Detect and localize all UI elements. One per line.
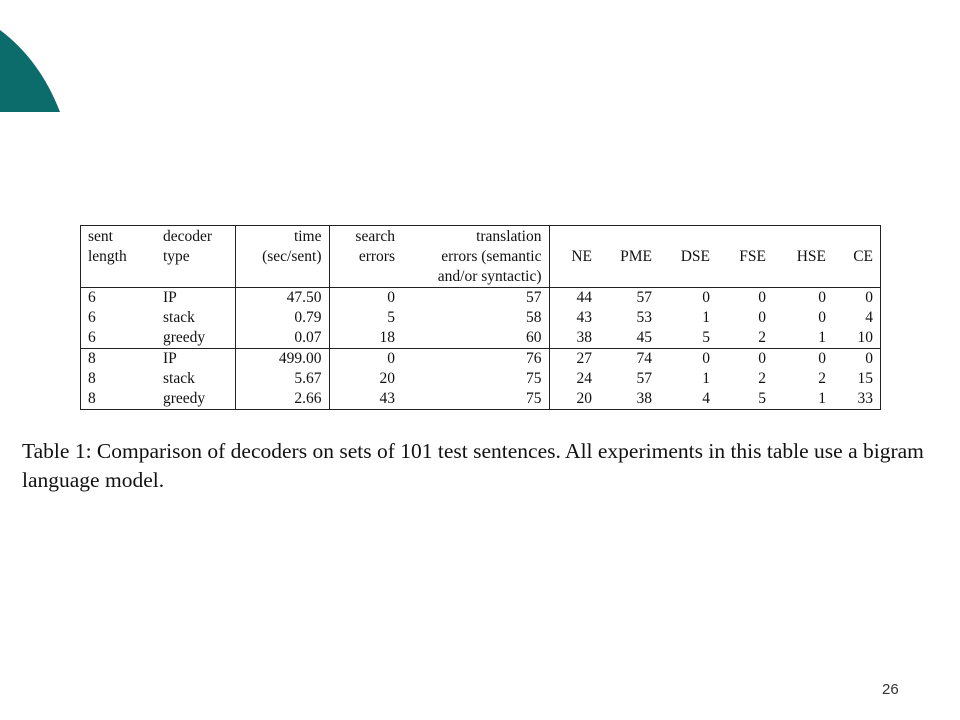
table-row xyxy=(81,328,880,349)
table-header-row xyxy=(81,226,880,288)
cell-time: 0.07 xyxy=(235,328,329,349)
cell-length: 6 xyxy=(88,309,96,326)
cell-time: 2.66 xyxy=(235,389,329,409)
cell-pme: 45 xyxy=(636,329,652,346)
cell-translation: 75 xyxy=(526,370,542,387)
header-sent-length: sent length xyxy=(81,226,156,288)
cell-translation: 60 xyxy=(526,329,542,346)
table-caption: Table 1: Comparison of decoders on sets of 101 test sentences. All experiments in this table use a bigram language model. xyxy=(22,439,924,492)
cell-fse: 0 xyxy=(717,349,773,370)
cell-decoder: greedy xyxy=(163,390,206,407)
cell-search: 0 xyxy=(329,288,402,309)
cell-time: 499.00 xyxy=(235,349,329,370)
cell-time: 0.79 xyxy=(235,308,329,328)
cell-fse: 2 xyxy=(758,329,766,346)
cell-decoder: IP xyxy=(156,349,235,370)
cell-pme: 57 xyxy=(636,289,652,306)
cell-hse: 0 xyxy=(818,309,826,326)
cell-ce: 15 xyxy=(857,370,873,387)
cell-dse: 5 xyxy=(702,329,710,346)
page-number: 26 xyxy=(882,681,899,698)
cell-decoder: stack xyxy=(163,370,195,387)
cell-search: 20 xyxy=(329,369,402,389)
cell-ce: 0 xyxy=(833,349,880,370)
cell-search: 18 xyxy=(329,328,402,349)
cell-decoder: IP xyxy=(163,289,177,306)
cell-ne: 44 xyxy=(549,288,599,309)
cell-search: 0 xyxy=(329,349,402,370)
cell-ne: 43 xyxy=(549,308,599,328)
cell-ne: 38 xyxy=(549,328,599,349)
table-row xyxy=(81,369,880,389)
cell-translation: 75 xyxy=(526,390,542,407)
cell-length: 8 xyxy=(88,370,96,387)
cell-translation: 57 xyxy=(526,289,542,306)
cell-fse: 0 xyxy=(758,289,766,306)
cell-dse: 4 xyxy=(702,390,710,407)
cell-ce: 33 xyxy=(857,390,873,407)
cell-length: 8 xyxy=(88,390,96,407)
header-pme: PME xyxy=(599,226,659,288)
header-translation-errors: translation errors (semantic and/or syntactic) xyxy=(402,226,549,288)
corner-decoration xyxy=(0,0,70,120)
cell-search: 5 xyxy=(329,308,402,328)
cell-ne: 24 xyxy=(549,369,599,389)
cell-dse: 0 xyxy=(659,349,717,370)
cell-hse: 0 xyxy=(818,289,826,306)
table-row xyxy=(81,308,880,328)
results-table-frame xyxy=(80,225,881,410)
cell-hse: 2 xyxy=(818,370,826,387)
header-dse: DSE xyxy=(659,226,717,288)
cell-ne: 27 xyxy=(549,349,599,370)
cell-pme: 57 xyxy=(636,370,652,387)
cell-pme: 38 xyxy=(636,390,652,407)
cell-pme: 53 xyxy=(636,309,652,326)
cell-fse: 2 xyxy=(758,370,766,387)
cell-search: 43 xyxy=(329,389,402,409)
cell-time: 47.50 xyxy=(235,288,329,309)
cell-fse: 5 xyxy=(758,390,766,407)
cell-length: 6 xyxy=(88,329,96,346)
cell-ce: 10 xyxy=(857,329,873,346)
cell-time: 5.67 xyxy=(235,369,329,389)
cell-translation: 76 xyxy=(402,349,549,370)
table-row xyxy=(81,288,880,309)
header-ne: NE xyxy=(549,226,599,288)
header-search-errors: search errors xyxy=(329,226,402,288)
header-fse: FSE xyxy=(717,226,773,288)
cell-decoder: greedy xyxy=(163,329,206,346)
cell-dse: 1 xyxy=(702,370,710,387)
cell-length: 8 xyxy=(81,349,156,370)
header-hse: HSE xyxy=(773,226,833,288)
header-decoder-type: decoder type xyxy=(156,226,235,288)
table-row xyxy=(81,389,880,409)
cell-hse: 1 xyxy=(818,390,826,407)
results-table xyxy=(81,226,880,409)
header-time: time (sec/sent) xyxy=(235,226,329,288)
cell-fse: 0 xyxy=(758,309,766,326)
corner-wedge xyxy=(0,30,60,112)
cell-dse: 1 xyxy=(702,309,710,326)
cell-pme: 74 xyxy=(599,349,659,370)
table-row xyxy=(81,349,880,370)
cell-translation: 58 xyxy=(526,309,542,326)
cell-ce: 4 xyxy=(865,309,873,326)
header-ce: CE xyxy=(833,226,880,288)
cell-decoder: stack xyxy=(163,309,195,326)
cell-ce: 0 xyxy=(865,289,873,306)
cell-ne: 20 xyxy=(549,389,599,409)
cell-hse: 0 xyxy=(773,349,833,370)
cell-length: 6 xyxy=(88,289,96,306)
cell-dse: 0 xyxy=(702,289,710,306)
cell-hse: 1 xyxy=(818,329,826,346)
